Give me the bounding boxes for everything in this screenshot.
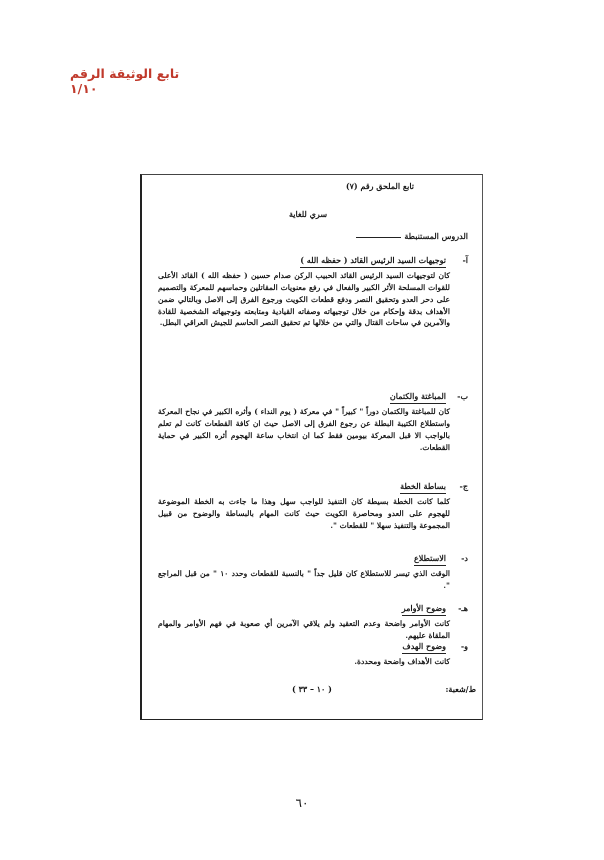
section-body: كانت الأوامر واضحة وعدم التعقيد ولم يلاقي الآمرين أي صعوبة في فهم الأوامر والمهام الملقاة عليهم. bbox=[158, 619, 450, 641]
section-title: الاستطلاع bbox=[414, 552, 446, 566]
section-body: كان لتوجيهات السيد الرئيس القائد الحبيب الركن صدام حسين ( حفظه الله ) القائد الأعلى للقوات المسلحة الأثر الكبير والفعال في رفع معنويات المقاتلين وحماسهم للمعركة والتصميم على دحر العدو وتحقيق النصر ودفع قطعات الكويت ورجوع الفرق إلى الاصل وبالتالي ضمن الأهداف بدقة وإحكام من خلال توجيهاته وصفاته القيادية ومتابعته وتوجيهاته الشخصية للقادة والآمرين في ساحات القتال والتي من خلالها تم تحقيق النصر الحاسم للجيش العراقي البطل. bbox=[158, 271, 450, 328]
section-title: توجيهات السيد الرئيس القائد ( حفظه الله ) bbox=[300, 254, 446, 268]
annex-title: تابع الملحق رقم (٧) bbox=[345, 181, 414, 191]
section-body: كلما كانت الخطة بسيطة كان التنفيذ للواجب سهل وهذا ما جاءت به الخطة الموضوعة للهجوم على العدو ومحاصرة الكويت حيث كانت المهام بالبساطة والوضوح من قبيل المجموعة والتنفيذ سهلا " للقطعات ". bbox=[158, 497, 450, 530]
section-c bbox=[158, 480, 468, 532]
footer-reference: ( ١٠ – ٣٣ ) bbox=[292, 684, 332, 694]
section-title: المباغتة والكتمان bbox=[390, 390, 446, 404]
section-a bbox=[158, 254, 468, 329]
classification-label: سري للغاية bbox=[288, 209, 328, 219]
section-mark: د- bbox=[461, 553, 468, 563]
section-b bbox=[158, 390, 468, 453]
document-body bbox=[142, 180, 474, 710]
section-title: وضوح الأوامر bbox=[402, 602, 446, 616]
section-body: كانت الأهداف واضحة ومحددة. bbox=[354, 657, 450, 667]
section-e bbox=[158, 602, 468, 642]
lessons-title bbox=[356, 230, 468, 242]
section-mark: آ- bbox=[462, 255, 468, 265]
section-mark: ج- bbox=[459, 481, 468, 491]
section-d bbox=[158, 552, 468, 592]
title-underline bbox=[356, 237, 401, 238]
section-title: وضوح الهدف bbox=[402, 640, 446, 654]
lessons-title-text: الدروس المستنبطة bbox=[404, 231, 468, 241]
signature-label: ط/شعبة: bbox=[445, 684, 476, 694]
section-mark: ب- bbox=[457, 391, 468, 401]
section-mark: و- bbox=[460, 641, 468, 651]
section-mark: هـ- bbox=[458, 603, 468, 613]
section-body: كان للمباغتة والكتمان دوراً " كبيراً " في معركة ( يوم النداء ) وأثره الكبير في نجاح المعركة واستطلاع الكتيبة البطلة عن رجوع الفرق إلى الاصل حيث ان كافة القطعات كانت لم تعلم بالواجب الا قبل المعركة بيومين فقط كما ان انتخاب ساعة الهجوم أثره الكبير في حماية القطعات. bbox=[158, 407, 450, 452]
document-reference-header: تابع الوثيقة الرقم ١/١٠ bbox=[70, 66, 180, 96]
page-number: ٦٠ bbox=[295, 796, 309, 810]
section-f bbox=[158, 640, 468, 668]
section-body: الوقت الذي تيسر للاستطلاع كان قليل جداً " بالنسبة للقطعات وحدد ١٠ " من قبل المراجع ". bbox=[158, 569, 451, 591]
section-title: بساطة الخطة bbox=[400, 480, 446, 494]
